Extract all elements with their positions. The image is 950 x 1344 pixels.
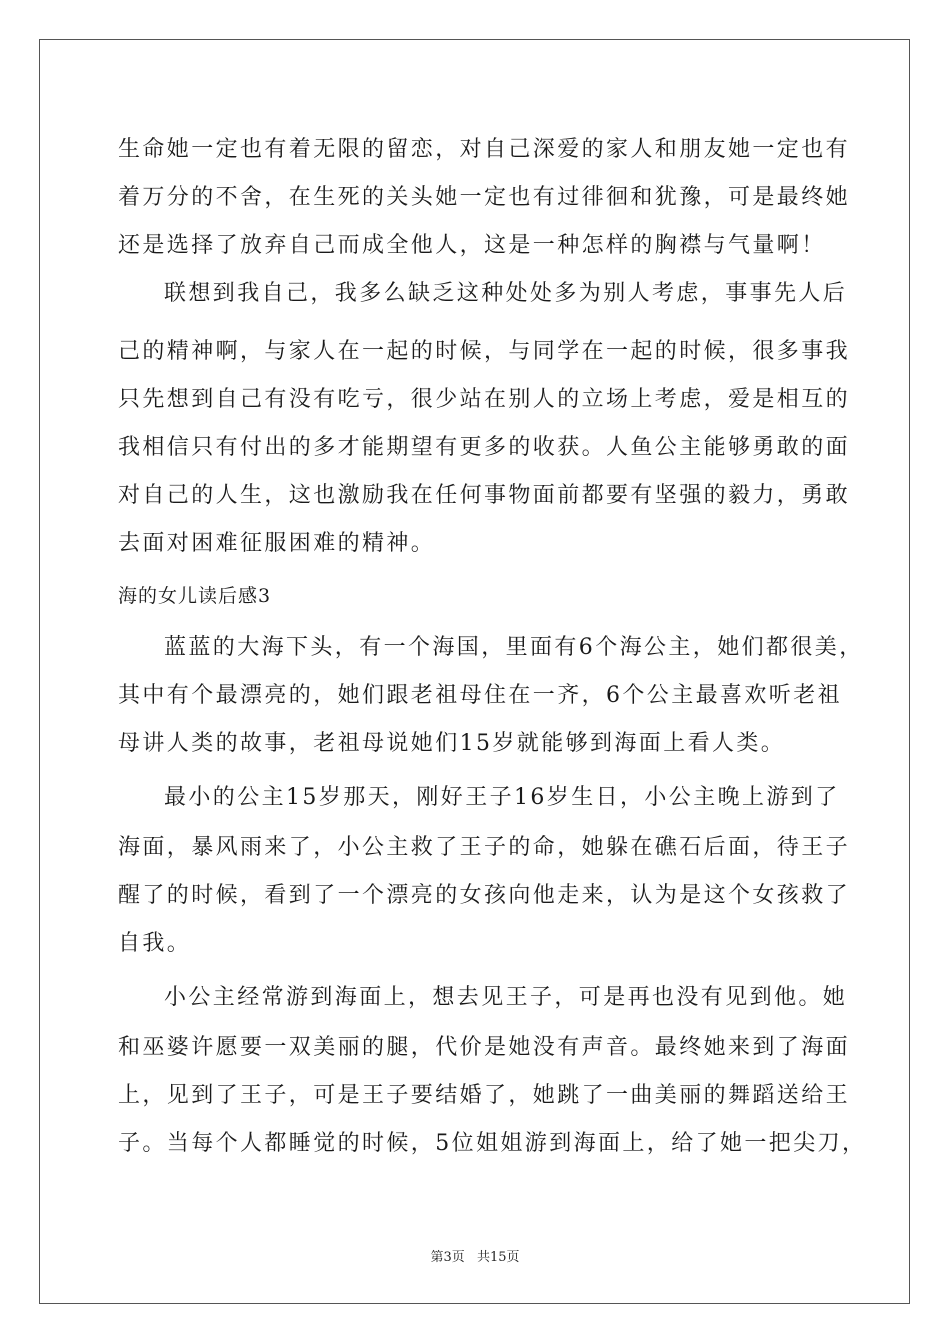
text-line: 上，见到了王子，可是王子要结婚了，她跳了一曲美丽的舞蹈送给王 [118,1083,851,1108]
text-line: 其中有个最漂亮的，她们跟老祖母住在一齐，6个公主最喜欢听老祖 [118,683,842,708]
text-line: 我相信只有付出的多才能期望有更多的收获。人鱼公主能够勇敢的面 [118,435,851,460]
text-line: 母讲人类的故事，老祖母说她们15岁就能够到海面上看人类。 [118,731,786,756]
text-line: 生命她一定也有着无限的留恋，对自己深爱的家人和朋友她一定也有 [118,137,851,162]
text-line: 小公主经常游到海面上，想去见王子，可是再也没有见到他。她 [164,985,848,1010]
text-line: 联想到我自己，我多么缺乏这种处处多为别人考虑，事事先人后 [164,281,848,306]
text-line: 子。当每个人都睡觉的时候，5位姐姐游到海面上，给了她一把尖刀， [118,1131,867,1156]
text-line: 最小的公主15岁那天，刚好王子16岁生日，小公主晚上游到了 [164,785,840,810]
text-line: 自我。 [118,931,192,956]
text-line: 着万分的不舍，在生死的关头她一定也有过徘徊和犹豫，可是最终她 [118,185,851,210]
text-line: 去面对困难征服困难的精神。 [118,531,436,556]
text-line: 对自己的人生，这也激励我在任何事物面前都要有坚强的毅力，勇敢 [118,483,851,508]
text-line: 己的精神啊，与家人在一起的时候，与同学在一起的时候，很多事我 [118,339,851,364]
text-line: 还是选择了放弃自己而成全他人，这是一种怎样的胸襟与气量啊！ [118,233,826,258]
text-line: 醒了的时候，看到了一个漂亮的女孩向他走来，认为是这个女孩救了 [118,883,851,908]
page-total: 共15页 [476,1250,520,1265]
text-line: 海面，暴风雨来了，小公主救了王子的命，她躲在礁石后面，待王子 [118,835,851,860]
text-line: 和巫婆许愿要一双美丽的腿，代价是她没有声音。最终她来到了海面 [118,1035,851,1060]
page-number: 第3页 [430,1250,465,1265]
text-line: 只先想到自己有没有吃亏，很少站在别人的立场上考虑，爱是相互的 [118,387,851,412]
section-heading: 海的女儿读后感3 [118,585,272,607]
page-footer [0,1246,950,1265]
text-line: 蓝蓝的大海下头，有一个海国，里面有6个海公主，她们都很美， [164,635,864,660]
